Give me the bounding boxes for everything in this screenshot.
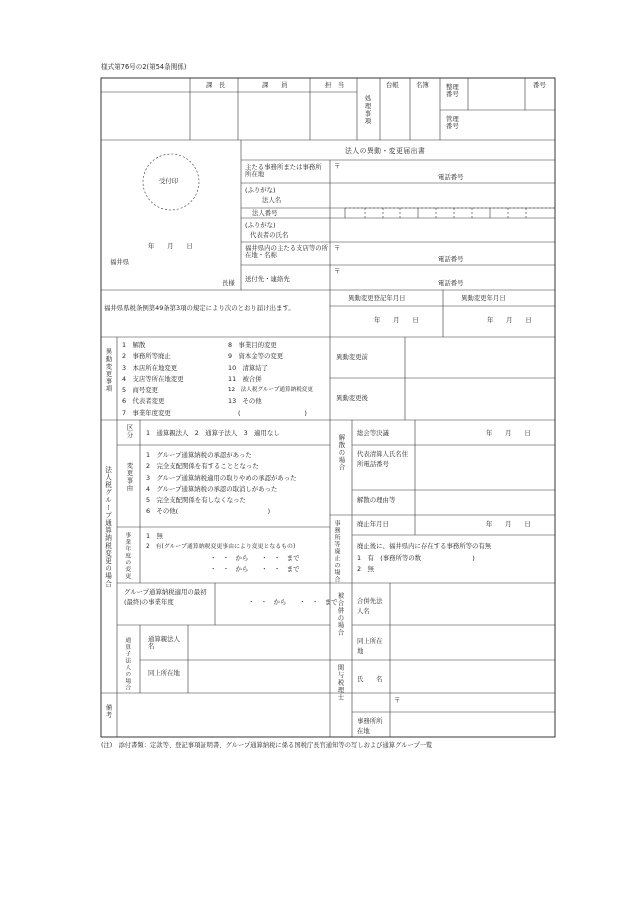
change-item-13: 13 その他 [228, 397, 262, 406]
kain-label: 課 員 [262, 81, 288, 89]
branch-phone-label: 電話番号 [438, 255, 464, 263]
receipt-addressee: 福井県 [110, 258, 130, 266]
dissolution-reason-label: 解散の理由等 [357, 496, 396, 504]
send-to-phone-label: 電話番号 [438, 279, 464, 287]
remarks-label: 備考 [104, 704, 113, 719]
fy-range-1: ・ ・ から ・ ・ まで [210, 554, 300, 562]
corp-furigana-label: (ふりがな) [245, 186, 276, 194]
office-postal: 〒 [334, 162, 341, 170]
receipt-chief: 長様 [222, 279, 235, 287]
child-corp-label: 通算子法人の場合 [123, 637, 130, 692]
change-item-6: 6 代表者変更 [122, 397, 165, 406]
office-closure-label: 事務所等廃止の場合 [333, 520, 340, 583]
change-item-1: 1 解散 [122, 341, 146, 349]
rep-furigana-label: (ふりがな) [245, 221, 276, 229]
tax-accountant-postal: 〒 [394, 696, 401, 704]
rep-name-label: 代表者の氏名 [250, 231, 289, 239]
meeting-label: 総会等決議 [357, 429, 389, 437]
branch-label: 福井県内の主たる支店等の所在地・名称 [245, 244, 329, 260]
reason-1: 1 グループ通算納税の承認があった [146, 451, 252, 459]
send-to-label: 送付先・連絡先 [245, 275, 290, 283]
kubun-label: 区分 [125, 424, 134, 439]
change-item-4: 4 支店等所在地変更 [122, 374, 184, 383]
change-date-label: 異動変更年月日 [461, 294, 506, 302]
fy-change-label: 事業年度の変更 [123, 532, 130, 580]
tax-accountant-office-label: 事務所所在地 [357, 717, 383, 735]
kacho-label: 課 長 [206, 81, 226, 89]
change-item-5: 5 商号変更 [122, 386, 159, 395]
change-item-other-blank: ( ) [238, 408, 307, 417]
bango-label: 番号 [533, 81, 546, 89]
basis-text: 福井県県税条例第49条第3項の規定により次のとおり届け出ます。 [104, 304, 295, 312]
dissolution-label: 解散の場合 [337, 434, 346, 471]
parent-name-label: 通算親法人名 [148, 635, 180, 651]
change-after-label: 異動変更後 [336, 394, 368, 402]
change-item-7: 7 事業年度変更 [122, 408, 171, 417]
tax-accountant-name-label: 氏 名 [357, 675, 383, 683]
meeting-date: 年 月 日 [486, 429, 531, 437]
first-fy-label: グループ通算納税適用の最初(最終)の事業年度 [124, 588, 207, 606]
reason-6: 6 その他( ) [146, 507, 271, 516]
change-before-label: 異動変更前 [336, 353, 368, 361]
fy-option-2: 2 有(グループ通算納税変更事由により変更となるもの) [146, 544, 296, 550]
attachment-note: (注) 添付書類：定款等、登記事項証明書、グループ通算納税に係る国税庁長官通知等の写しおよび通算グループ一覧 [101, 742, 433, 749]
change-item-3: 3 本店所在地変更 [122, 363, 178, 372]
closure-date-blank: 年 月 日 [486, 520, 531, 528]
receipt-stamp-label: 受付印 [159, 177, 179, 185]
closure-option-1: 1 有 (事務所等の数 ) [357, 554, 475, 562]
closure-after-text: 廃止後に、福井県内に存在する事務所等の有無 [357, 542, 492, 550]
kubun-value: 1 通算親法人 2 通算子法人 3 適用なし [146, 429, 280, 437]
reason-3: 3 グループ通算納税適用の取りやめの承認があった [146, 473, 297, 482]
reason-label: 変更事由 [125, 462, 134, 492]
form-title: 法人の異動・変更届出書 [345, 147, 426, 155]
first-fy-range: ・ ・ から ・ ・ まで [248, 598, 338, 606]
change-item-10: 10 清算結了 [228, 363, 269, 372]
reason-4: 4 グループ通算納税の承認の取消しがあった [146, 484, 278, 493]
branch-postal: 〒 [334, 244, 341, 252]
office-phone-label: 電話番号 [438, 173, 464, 181]
meibo-label: 名簿 [416, 81, 429, 89]
corp-number-label: 法人番号 [252, 209, 278, 217]
change-date-blank: 年 月 日 [487, 316, 532, 324]
processing-section-label: 処理事項 [363, 95, 372, 125]
daicho-label: 台帳 [386, 81, 399, 89]
fy-option-1: 1 無 [146, 532, 163, 540]
group-section-label: 法人税グループ通算納税変更の場合 [103, 466, 112, 588]
closure-option-2: 2 無 [357, 565, 374, 573]
parent-location-label: 同上所在地 [148, 669, 180, 677]
change-items-label: 異動変更事項 [104, 348, 113, 393]
office-location-label: 主たる事務所または事務所所在地 [245, 163, 322, 179]
reg-date-blank: 年 月 日 [374, 316, 419, 324]
merger-label: 被合併の場合 [336, 592, 345, 637]
receipt-date: 年 月 日 [148, 242, 193, 250]
reg-date-label: 異動変更登記年月日 [348, 294, 406, 302]
corp-name-label: 法人名 [262, 196, 282, 204]
seiri-bango-label: 整理番号 [446, 83, 459, 99]
merger-location-label: 同上所在地 [357, 637, 383, 655]
change-item-12: 12 法人税グループ通算納税変更 [228, 387, 313, 394]
change-item-2: 2 事務所等廃止 [122, 352, 171, 361]
liquidator-label: 代表清算人氏名住所電話番号 [357, 450, 409, 468]
merger-corp-label: 合併先法人名 [357, 597, 383, 615]
change-item-9: 9 資本金等の変更 [228, 352, 284, 361]
send-to-postal: 〒 [334, 267, 341, 275]
tanto-label: 担 当 [325, 81, 345, 89]
reason-2: 2 完全支配関係を有することとなった [146, 462, 259, 471]
form-number: 様式第76号の2(第54条関係) [101, 63, 187, 71]
kanri-bango-label: 管理番号 [446, 115, 459, 131]
change-item-8: 8 事業目的変更 [228, 341, 277, 349]
change-item-11: 11 被合併 [228, 374, 262, 383]
closure-date-label: 廃止年月日 [357, 520, 389, 528]
reason-5: 5 完全支配関係を有しなくなった [146, 496, 246, 505]
fy-range-2: ・ ・ から ・ ・ まで [210, 565, 300, 573]
tax-accountant-label: 関与税理士 [336, 664, 345, 701]
